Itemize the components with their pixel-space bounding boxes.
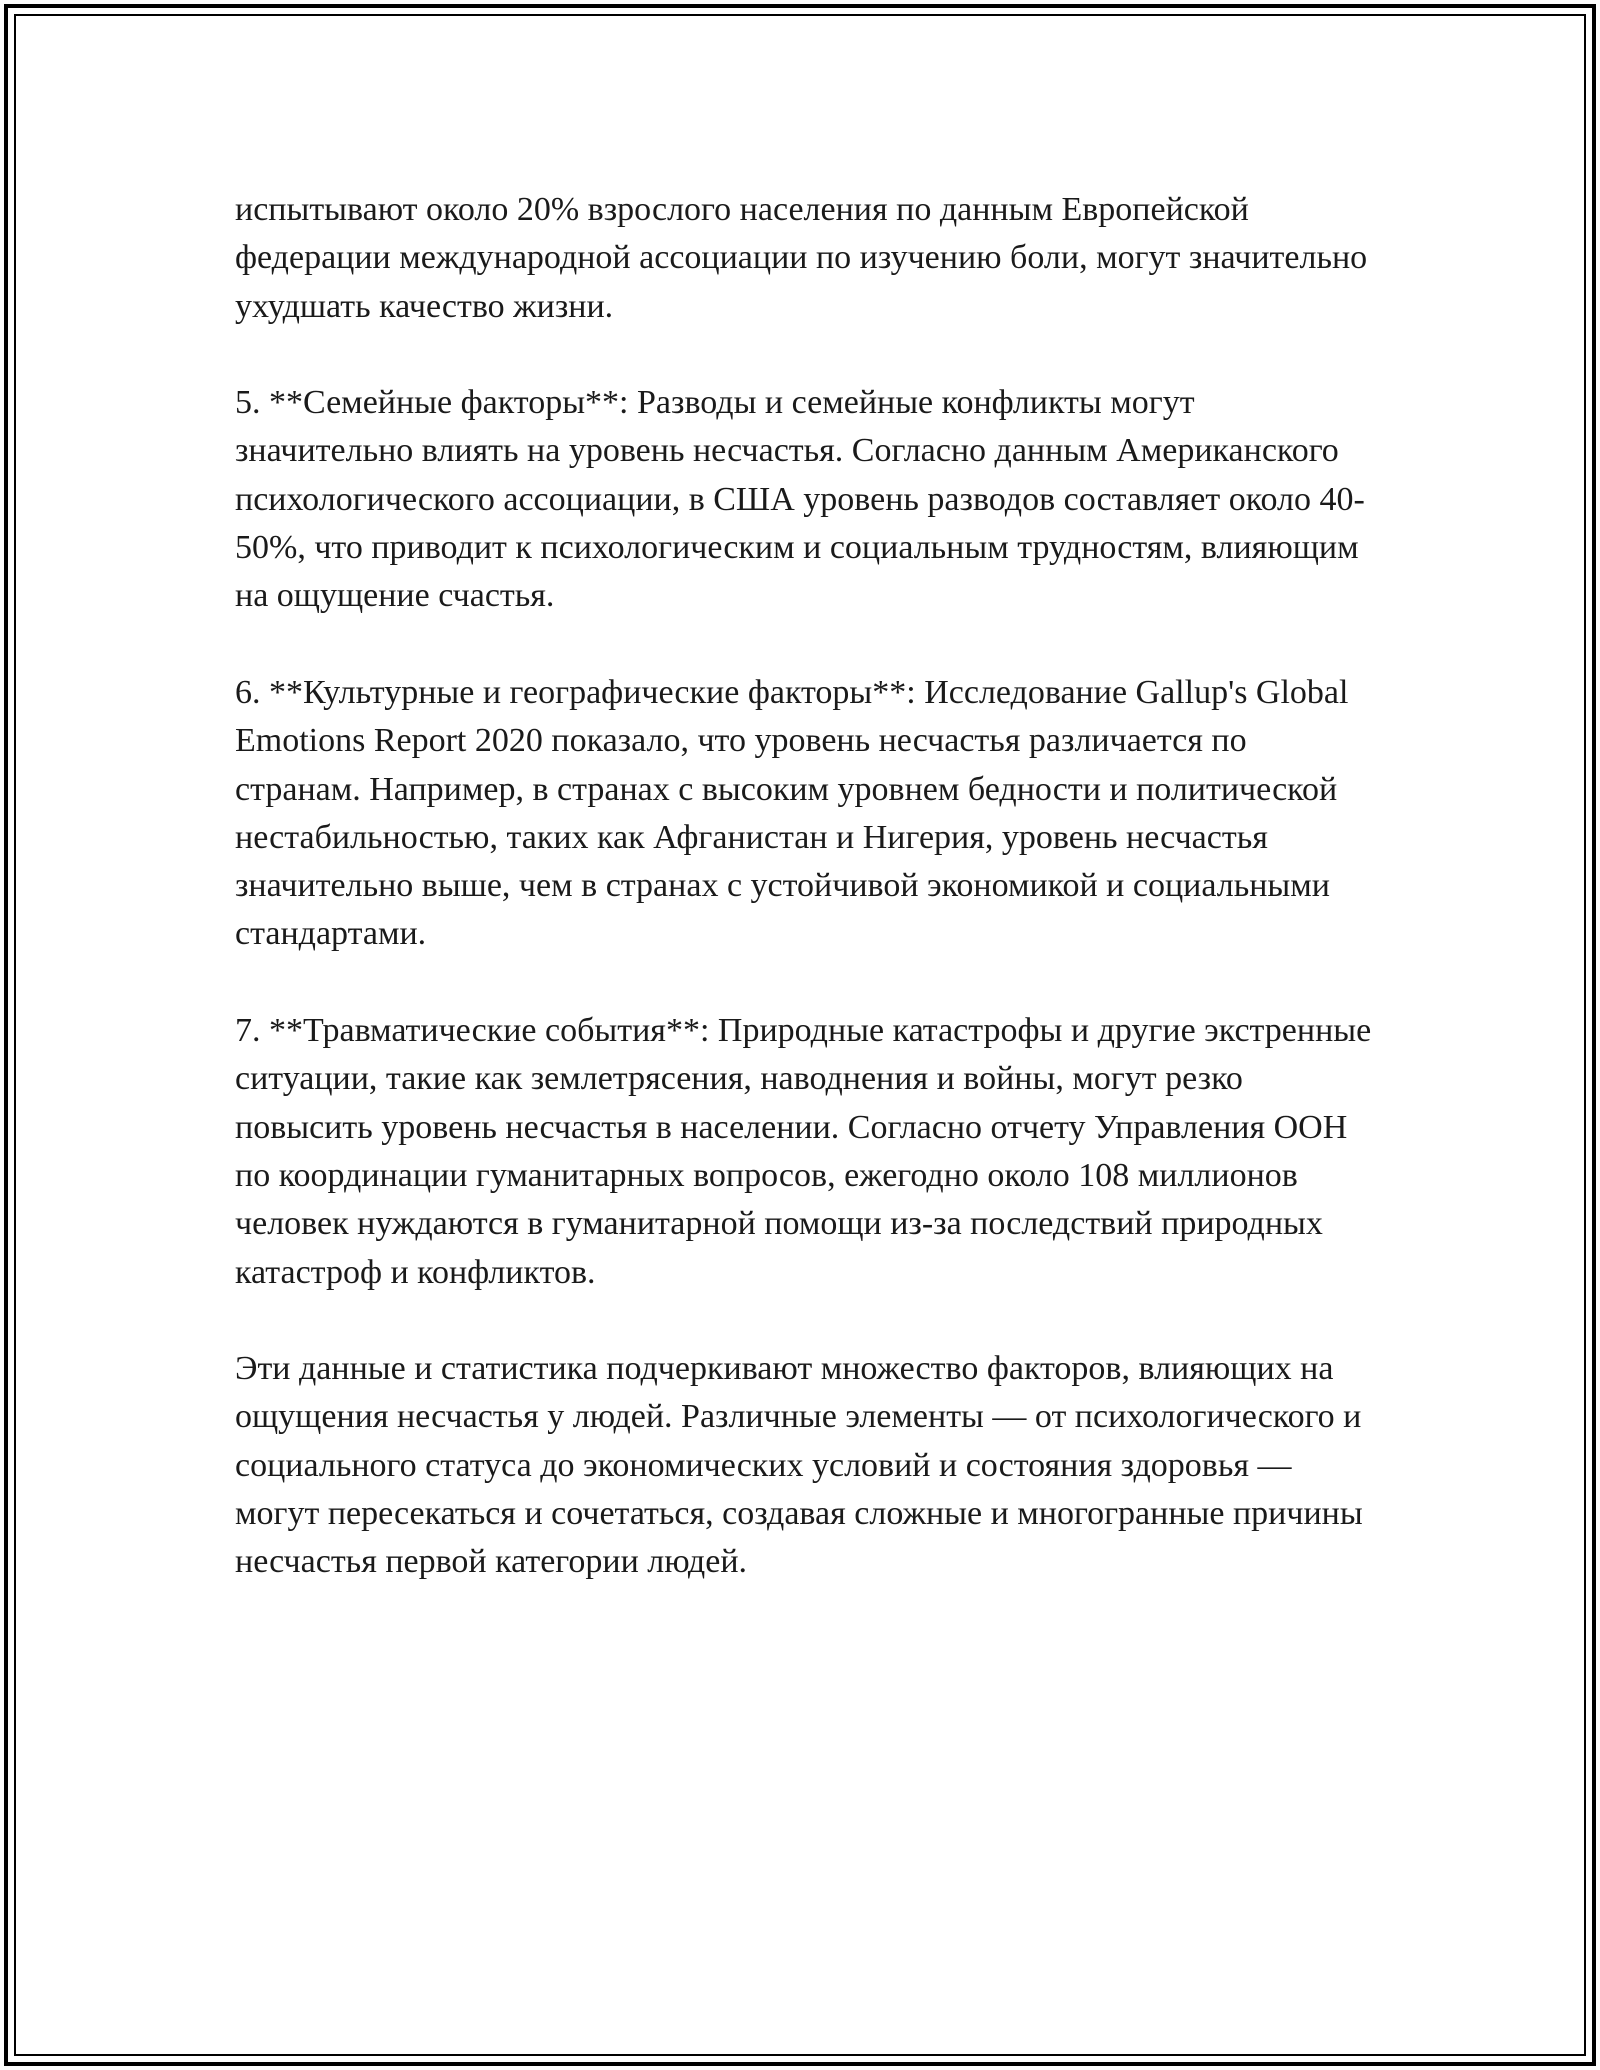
- document-body: [235, 186, 1375, 1587]
- paragraph-pain-continuation: испытывают около 20% взрослого населения по данным Европейской федерации международной ассоциации по изучению боли, могут значительно ухудшать качество жизни.: [235, 191, 1368, 325]
- paragraph-conclusion: Эти данные и статистика подчеркивают множество факторов, влияющих на ощущения несчастья у людей. Различные элементы — от психологического и социального статуса до экономических условий и состояния здоровья — могут пересекаться и сочетаться, создавая сложные и многогранные причины несчастья первой категории людей.: [235, 1350, 1363, 1581]
- paragraph-cultural-geographic-factors: 6. **Культурные и географические факторы**: Исследование Gallup's Global Emotions Report 2020 показало, что уровень несчастья различается по странам. Например, в странах с высоким уровнем бедности и политической нестабильностью, таких как Афганистан и Нигерия, уровень несчастья значительно выше, чем в странах с устойчивой экономикой и социальными стандартами.: [235, 673, 1349, 953]
- paragraph-family-factors: 5. **Семейные факторы**: Разводы и семейные конфликты могут значительно влиять на уровень несчастья. Согласно данным Американского психологического ассоциации, в США уровень разводов составляет около 40-50%, что приводит к психологическим и социальным трудностям, влияющим на ощущение счастья.: [235, 384, 1365, 615]
- paragraph-traumatic-events: 7. **Травматические события**: Природные катастрофы и другие экстренные ситуации, такие как землетрясения, наводнения и войны, могут резко повысить уровень несчастья в населении. Согласно отчету Управления ООН по координации гуманитарных вопросов, ежегодно около 108 миллионов человек нуждаются в гуманитарной помощи из-за последствий природных катастроф и конфликтов.: [235, 1012, 1372, 1291]
